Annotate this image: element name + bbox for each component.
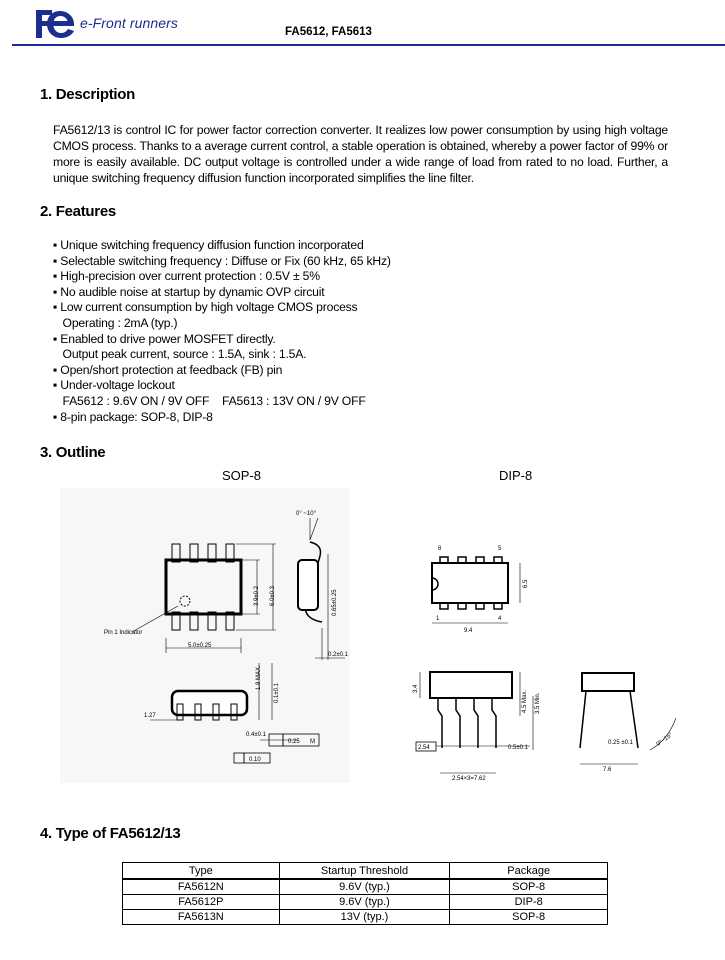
table-cell: FA5612N — [123, 879, 280, 895]
dip-pin1-label: 1 — [436, 616, 440, 622]
feature-item: ▪ High-precision over current protection : 0.5V ± 5% — [53, 269, 320, 284]
table-header-row — [123, 863, 608, 880]
dip8-label: DIP-8 — [499, 468, 533, 483]
type-table — [122, 862, 608, 925]
dip-h1-label: 3.4 — [413, 684, 419, 693]
dip-leadt-label: 0.25 ±0.1 — [608, 740, 633, 746]
dip-h3-label: 3.5 Min. — [535, 692, 541, 714]
description-heading: 1. Description — [40, 86, 135, 103]
dip-leadw-label: 0.5±0.1 — [508, 745, 528, 751]
sop-angle-label: 0° ~10° — [296, 511, 316, 517]
feature-item: ▪ No audible noise at startup by dynamic OVP circuit — [53, 284, 325, 299]
sop-height-label: 1.8 MAX. — [256, 665, 262, 690]
logo-text: e-Front runners — [80, 15, 178, 31]
type-heading: 4. Type of FA5612/13 — [40, 825, 181, 842]
feature-item: ▪ Low current consumption by high voltage CMOS process — [53, 300, 358, 315]
dip-pin5-label: 5 — [498, 546, 502, 552]
sop-body-label: 3.9±0.2 — [254, 586, 260, 606]
feature-item: ▪ Enabled to drive power MOSFET directly. — [53, 331, 276, 346]
sop-tol-label: 0.25 — [288, 739, 300, 745]
dip8-top-view — [432, 557, 520, 623]
table-row — [123, 879, 608, 895]
sop-total-label: 6.0±0.3 — [270, 586, 276, 606]
features-heading: 2. Features — [40, 203, 116, 220]
dip8-front-view — [416, 672, 533, 773]
feature-item: Output peak current, source : 1.5A, sink : 1.5A. — [53, 347, 307, 362]
table-cell: DIP-8 — [450, 895, 608, 910]
table-cell: FA5612P — [123, 895, 280, 910]
dip-pitch-label: 2.54 — [418, 745, 430, 751]
table-row — [123, 895, 608, 910]
table-cell: 9.6V (typ.) — [279, 895, 450, 910]
sop-lead-thk-label: 0.2±0.1 — [328, 652, 348, 658]
feature-item: ▪ Open/short protection at feedback (FB) pin — [53, 362, 283, 377]
header-rule — [12, 44, 725, 46]
table-cell: 13V (typ.) — [279, 910, 450, 925]
feature-item: ▪ Under-voltage lockout — [53, 378, 175, 393]
dip-angle-label: 0°~15° — [655, 732, 675, 748]
sop-tol-m-label: M — [310, 739, 315, 745]
column-header-startup: Startup Threshold — [279, 863, 450, 880]
dip-row-label: 7.6 — [603, 767, 612, 773]
features-list — [53, 238, 391, 425]
fuji-logo — [34, 8, 78, 40]
dip-pin8-label: 8 — [438, 546, 442, 552]
pin1-indicator-label: Pin 1 Indicator — [104, 630, 143, 636]
feature-item: ▪ 8-pin package: SOP-8, DIP-8 — [53, 409, 213, 424]
sop-lead-label: 0.65±0.25 — [332, 589, 338, 616]
package-outline-drawing — [60, 488, 680, 788]
outline-heading: 3. Outline — [40, 444, 106, 461]
sop8-label: SOP-8 — [222, 468, 262, 483]
feature-item: ▪ Unique switching frequency diffusion function incorporated — [53, 238, 364, 252]
description-text: FA5612/13 is control IC for power factor correction converter. It realizes low power consumption by using high voltage CMOS process. Thanks to a average current control, a stable operation is obtained, whereby a power factor of 99% or more is easily available. DC output voltage is controlled under a wide range of load from rated to no load. Further, a unique switching frequency diffusion function incorporated simplifies the line filter. — [53, 123, 668, 185]
sop-leadw-label: 0.4±0.1 — [246, 732, 266, 738]
dip-h2-label: 4.5 Max. — [522, 689, 528, 713]
feature-item: ▪ Selectable switching frequency : Diffuse or Fix (60 kHz, 65 kHz) — [53, 253, 391, 268]
feature-item: FA5612 : 9.6V ON / 9V OFF FA5613 : 13V ON / 9V OFF — [53, 393, 366, 408]
dip8-side-view — [580, 673, 676, 764]
header-title: FA5612, FA5613 — [285, 26, 372, 38]
sop-flat-label: 0.10 — [249, 757, 261, 763]
sop-standoff-label: 0.1±0.1 — [274, 683, 280, 703]
dip-length-label: 9.4 — [464, 628, 473, 634]
table-cell: FA5613N — [123, 910, 280, 925]
table-cell: SOP-8 — [450, 910, 608, 925]
sop-width-label: 5.0±0.25 — [188, 643, 212, 649]
sop-pitch-label: 1.27 — [144, 713, 156, 719]
column-header-package: Package — [450, 863, 608, 880]
table-cell: 9.6V (typ.) — [279, 879, 450, 895]
table-cell: SOP-8 — [450, 879, 608, 895]
dip-pin4-label: 4 — [498, 616, 502, 622]
column-header-type: Type — [123, 863, 280, 880]
dip-span-label: 2.54×3=7.62 — [452, 776, 486, 782]
dip-width-label: 6.5 — [523, 579, 529, 588]
feature-item: Operating : 2mA (typ.) — [53, 315, 178, 330]
table-row — [123, 910, 608, 925]
